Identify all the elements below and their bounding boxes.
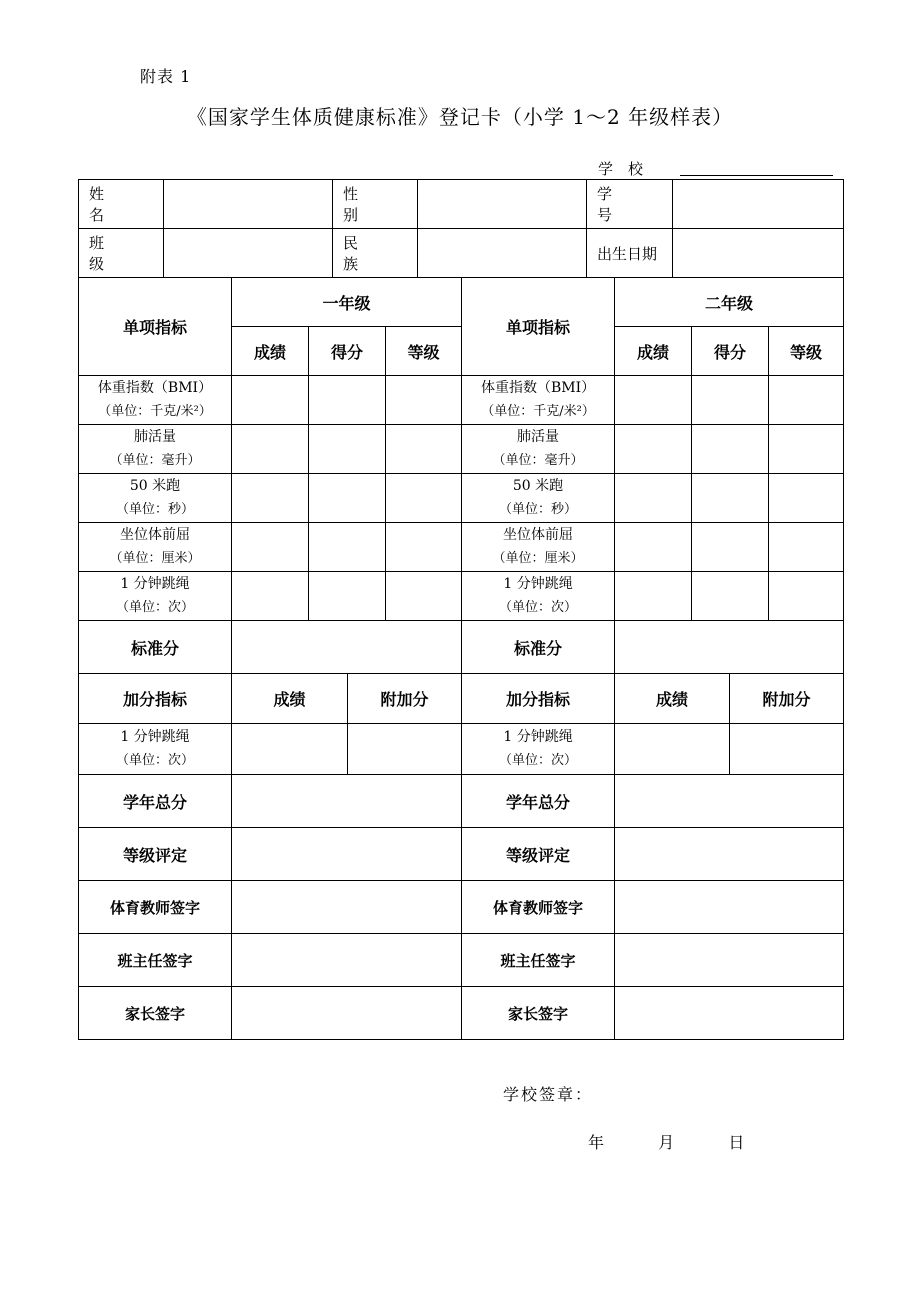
grade1-reach-points[interactable] <box>309 523 386 572</box>
grade2-vital-points[interactable] <box>692 425 769 474</box>
grade1-bonus-subheader <box>232 674 462 724</box>
pe-teacher-sign-label-grade1: 体育教师签字 <box>79 881 232 934</box>
grade1-run-level[interactable] <box>386 474 462 523</box>
date-year-label: 年 <box>588 1133 605 1152</box>
grade1-points-header: 得分 <box>309 327 386 376</box>
birth-date-label: 出生日期 <box>587 229 673 278</box>
item-vital-capacity-grade2: 肺活量 （单位：毫升） <box>462 425 615 474</box>
grade1-rope-level[interactable] <box>386 572 462 621</box>
grade2-grade-eval-field[interactable] <box>615 828 844 881</box>
grade2-reach-points[interactable] <box>692 523 769 572</box>
grade1-bonus-extra-field[interactable] <box>348 724 461 774</box>
grade1-bonus-score-header: 成绩 <box>232 674 348 723</box>
grade1-reach-score[interactable] <box>232 523 309 572</box>
gender-field[interactable] <box>418 180 587 229</box>
student-no-label: 学号 <box>587 180 673 229</box>
table-row <box>79 376 844 425</box>
grade2-year-total-field[interactable] <box>615 775 844 828</box>
standard-score-label-grade1: 标准分 <box>79 621 232 674</box>
grade1-vital-points[interactable] <box>309 425 386 474</box>
grade1-year-total-field[interactable] <box>232 775 462 828</box>
grade1-header: 一年级 <box>232 278 462 327</box>
grade2-reach-level[interactable] <box>769 523 844 572</box>
grade1-vital-level[interactable] <box>386 425 462 474</box>
grade2-parent-sign-field[interactable] <box>615 987 844 1040</box>
item-vital-capacity-grade1: 肺活量 （单位：毫升） <box>79 425 232 474</box>
grade2-bmi-score[interactable] <box>615 376 692 425</box>
grade2-run-points[interactable] <box>692 474 769 523</box>
grade2-rope-score[interactable] <box>615 572 692 621</box>
grade2-run-level[interactable] <box>769 474 844 523</box>
grade2-rope-points[interactable] <box>692 572 769 621</box>
grade2-score-header: 成绩 <box>615 327 692 376</box>
parent-sign-label-grade2: 家长签字 <box>462 987 615 1040</box>
grade2-rope-level[interactable] <box>769 572 844 621</box>
grade2-reach-score[interactable] <box>615 523 692 572</box>
grade1-bonus-score-field[interactable] <box>232 724 348 774</box>
grade1-pe-teacher-sign-field[interactable] <box>232 881 462 934</box>
grade-eval-label-grade2: 等级评定 <box>462 828 615 881</box>
item-header-grade2: 单项指标 <box>462 278 615 376</box>
ethnicity-label: 民族 <box>333 229 418 278</box>
grade1-bmi-points[interactable] <box>309 376 386 425</box>
head-teacher-sign-label-grade2: 班主任签字 <box>462 934 615 987</box>
bonus-header-grade2: 加分指标 <box>462 674 615 724</box>
grade2-standard-score-field[interactable] <box>615 621 844 674</box>
table-row <box>79 474 844 523</box>
page-title: 《国家学生体质健康标准》登记卡（小学 1～2 年级样表） <box>186 105 734 129</box>
grade2-pe-teacher-sign-field[interactable] <box>615 881 844 934</box>
grade1-rope-score[interactable] <box>232 572 309 621</box>
ethnicity-field[interactable] <box>418 229 587 278</box>
grade2-bonus-score-header: 成绩 <box>615 674 730 723</box>
grade1-score-header: 成绩 <box>232 327 309 376</box>
name-field[interactable] <box>164 180 333 229</box>
bonus-header-grade1: 加分指标 <box>79 674 232 724</box>
grade-eval-label-grade1: 等级评定 <box>79 828 232 881</box>
year-total-label-grade2: 学年总分 <box>462 775 615 828</box>
name-label: 姓名 <box>79 180 164 229</box>
student-info-table <box>78 179 844 278</box>
grade2-bonus-extra-field[interactable] <box>730 724 843 774</box>
item-bmi-grade1: 体重指数（BMI） （单位：千克/米²） <box>79 376 232 425</box>
school-seal-label: 学校签章： <box>503 1085 594 1104</box>
grade2-bonus-values <box>615 724 844 775</box>
grade2-points-header: 得分 <box>692 327 769 376</box>
date-line <box>588 1130 744 1153</box>
grade1-standard-score-field[interactable] <box>232 621 462 674</box>
grade2-bonus-score-field[interactable] <box>615 724 730 774</box>
grade1-level-header: 等级 <box>386 327 462 376</box>
item-50m-run-grade2: 50 米跑 （单位：秒） <box>462 474 615 523</box>
grade1-rope-points[interactable] <box>309 572 386 621</box>
pe-teacher-sign-label-grade2: 体育教师签字 <box>462 881 615 934</box>
item-sit-reach-grade2: 坐位体前屈 （单位：厘米） <box>462 523 615 572</box>
class-label: 班级 <box>79 229 164 278</box>
standard-score-label-grade2: 标准分 <box>462 621 615 674</box>
grade1-bonus-extra-header: 附加分 <box>380 690 429 709</box>
grade1-grade-eval-field[interactable] <box>232 828 462 881</box>
grade1-run-points[interactable] <box>309 474 386 523</box>
grade2-run-score[interactable] <box>615 474 692 523</box>
grade2-bmi-points[interactable] <box>692 376 769 425</box>
grade2-vital-level[interactable] <box>769 425 844 474</box>
parent-sign-label-grade1: 家长签字 <box>79 987 232 1040</box>
table-row <box>79 425 844 474</box>
grade1-parent-sign-field[interactable] <box>232 987 462 1040</box>
appendix-label: 附表 1 <box>140 67 192 86</box>
head-teacher-sign-label-grade1: 班主任签字 <box>79 934 232 987</box>
school-input-line[interactable] <box>680 175 833 176</box>
grade1-run-score[interactable] <box>232 474 309 523</box>
grade2-vital-score[interactable] <box>615 425 692 474</box>
student-no-field[interactable] <box>673 180 844 229</box>
bonus-item-grade2: 1 分钟跳绳 （单位：次） <box>462 724 615 775</box>
class-field[interactable] <box>164 229 333 278</box>
grade1-head-teacher-sign-field[interactable] <box>232 934 462 987</box>
grade2-bmi-level[interactable] <box>769 376 844 425</box>
grade2-level-header: 等级 <box>769 327 844 376</box>
year-total-label-grade1: 学年总分 <box>79 775 232 828</box>
table-row <box>79 572 844 621</box>
grade1-bmi-level[interactable] <box>386 376 462 425</box>
school-label: 学 校 <box>598 160 644 178</box>
gender-label: 性别 <box>333 180 418 229</box>
birth-date-field[interactable] <box>673 229 844 278</box>
grade2-head-teacher-sign-field[interactable] <box>615 934 844 987</box>
item-rope-skip-grade1: 1 分钟跳绳 （单位：次） <box>79 572 232 621</box>
date-day-label: 日 <box>728 1133 745 1152</box>
table-row <box>79 523 844 572</box>
grade1-bonus-values <box>232 724 462 775</box>
grade2-bonus-extra-header: 附加分 <box>762 690 811 709</box>
item-header-grade1: 单项指标 <box>79 278 232 376</box>
item-rope-skip-grade2: 1 分钟跳绳 （单位：次） <box>462 572 615 621</box>
bonus-item-grade1: 1 分钟跳绳 （单位：次） <box>79 724 232 775</box>
grade1-vital-score[interactable] <box>232 425 309 474</box>
grade2-header: 二年级 <box>615 278 844 327</box>
grade2-bonus-subheader <box>615 674 844 724</box>
item-sit-reach-grade1: 坐位体前屈 （单位：厘米） <box>79 523 232 572</box>
fitness-record-table <box>78 277 844 1040</box>
grade1-bmi-score[interactable] <box>232 376 309 425</box>
item-bmi-grade2: 体重指数（BMI） （单位：千克/米²） <box>462 376 615 425</box>
item-50m-run-grade1: 50 米跑 （单位：秒） <box>79 474 232 523</box>
date-month-label: 月 <box>658 1133 675 1152</box>
grade1-reach-level[interactable] <box>386 523 462 572</box>
